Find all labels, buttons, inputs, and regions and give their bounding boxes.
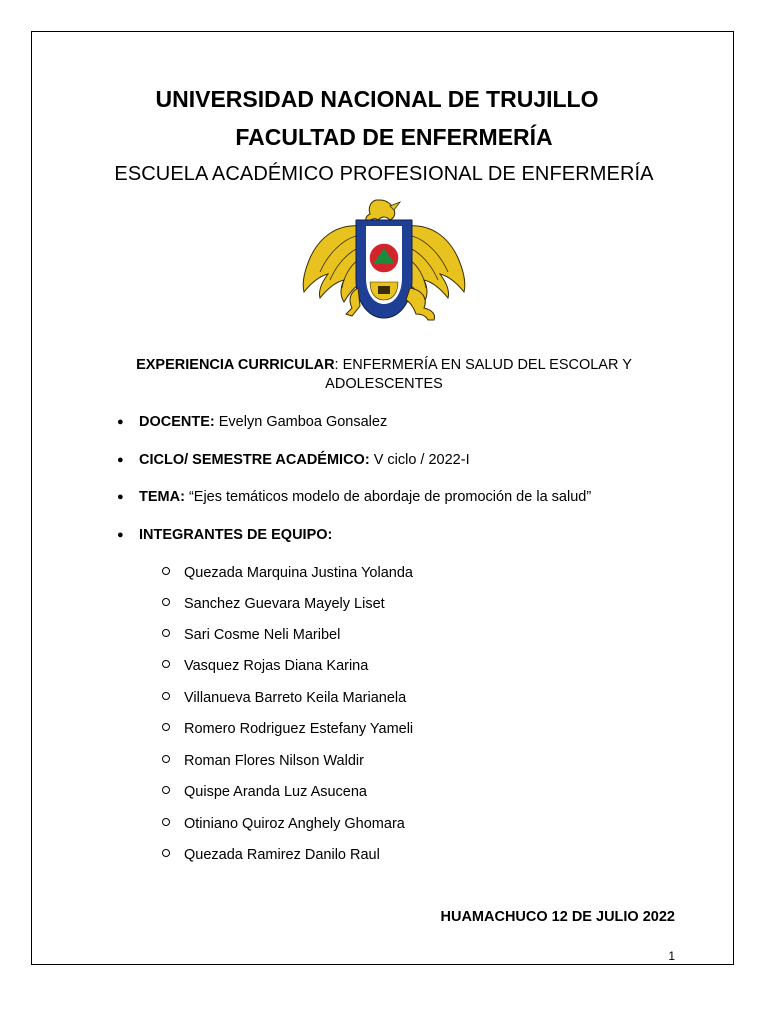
list-item	[162, 784, 367, 800]
place-date: HUAMACHUCO 12 DE JULIO 2022	[440, 909, 675, 925]
page-number: 1	[668, 949, 675, 963]
tema-label: TEMA:	[139, 489, 185, 505]
experiencia-label: EXPERIENCIA CURRICULAR	[136, 357, 335, 373]
list-item	[162, 627, 340, 643]
docente-value: Evelyn Gamboa Gonsalez	[214, 414, 388, 430]
member-name: Otiniano Quiroz Anghely Ghomara	[184, 816, 405, 832]
school-title: ESCUELA ACADÉMICO PROFESIONAL DE ENFERMERÍA	[114, 163, 654, 185]
tema-value: “Ejes temáticos modelo de abordaje de promoción de la salud”	[184, 489, 592, 505]
experiencia-value-line2: ADOLESCENTES	[325, 376, 443, 392]
member-name: Villanueva Barreto Keila Marianela	[184, 690, 407, 706]
ciclo-value: V ciclo / 2022-I	[369, 452, 470, 468]
list-item	[162, 816, 405, 832]
circle-bullet-icon	[162, 849, 170, 857]
circle-bullet-icon	[162, 818, 170, 826]
docente-label: DOCENTE:	[139, 414, 215, 430]
bullet-icon: ●	[117, 454, 124, 466]
bullet-icon: ●	[117, 529, 124, 541]
tema-row	[117, 489, 591, 505]
experiencia-curricular	[0, 356, 768, 394]
bullet-icon: ●	[117, 416, 124, 428]
university-title: UNIVERSIDAD NACIONAL DE TRUJILLO	[155, 86, 599, 112]
member-name: Romero Rodriguez Estefany Yameli	[184, 721, 414, 737]
list-item	[162, 596, 385, 612]
circle-bullet-icon	[162, 786, 170, 794]
bullet-icon: ●	[117, 491, 124, 503]
university-crest-icon	[298, 196, 470, 326]
ciclo-row	[117, 452, 470, 468]
circle-bullet-icon	[162, 755, 170, 763]
circle-bullet-icon	[162, 723, 170, 731]
member-name: Vasquez Rojas Diana Karina	[184, 658, 369, 674]
docente-row	[117, 414, 387, 430]
member-name: Quezada Marquina Justina Yolanda	[184, 565, 413, 581]
list-item	[162, 565, 413, 581]
list-item	[162, 658, 368, 674]
list-item	[162, 721, 413, 737]
integrantes-row	[117, 527, 332, 543]
member-name: Quezada Ramirez Danilo Raul	[184, 847, 380, 863]
circle-bullet-icon	[162, 660, 170, 668]
faculty-title: FACULTAD DE ENFERMERÍA	[235, 124, 553, 150]
circle-bullet-icon	[162, 629, 170, 637]
member-name: Sanchez Guevara Mayely Liset	[184, 596, 385, 612]
circle-bullet-icon	[162, 598, 170, 606]
list-item	[162, 690, 406, 706]
member-name: Sari Cosme Neli Maribel	[184, 627, 341, 643]
integrantes-label: INTEGRANTES DE EQUIPO:	[139, 527, 333, 543]
member-name: Roman Flores Nilson Waldir	[184, 753, 364, 769]
experiencia-value-line1: : ENFERMERÍA EN SALUD DEL ESCOLAR Y	[334, 357, 632, 373]
member-name: Quispe Aranda Luz Asucena	[184, 784, 367, 800]
circle-bullet-icon	[162, 567, 170, 575]
circle-bullet-icon	[162, 692, 170, 700]
list-item	[162, 753, 364, 769]
ciclo-label: CICLO/ SEMESTRE ACADÉMICO:	[139, 452, 370, 468]
list-item	[162, 847, 380, 863]
